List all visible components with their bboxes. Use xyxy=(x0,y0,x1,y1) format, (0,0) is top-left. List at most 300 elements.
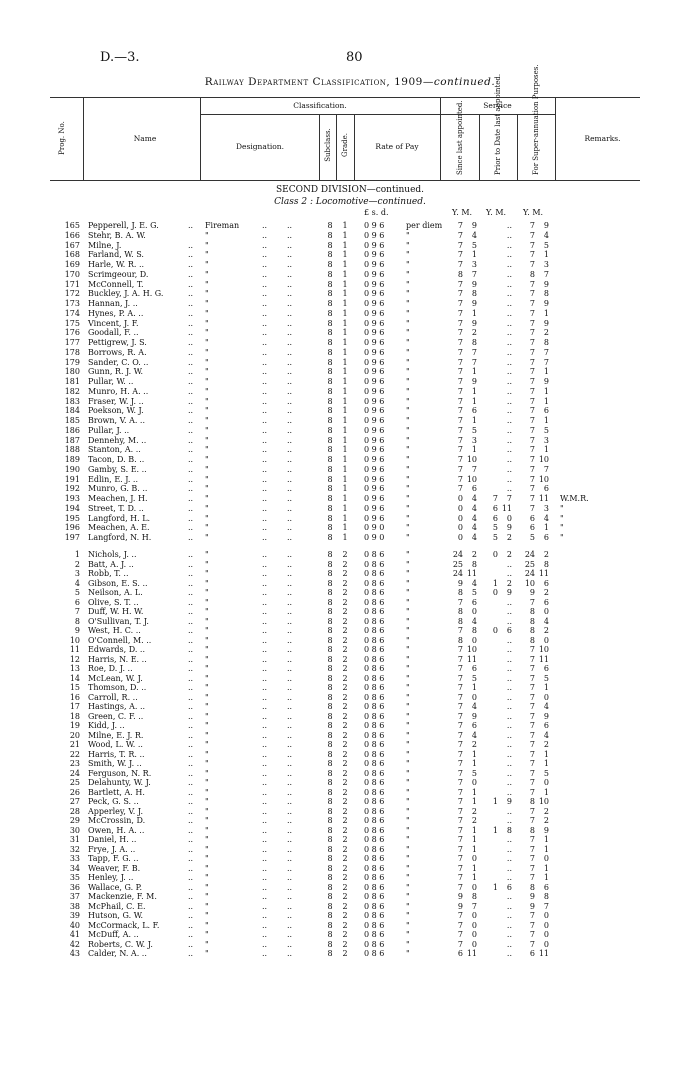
super-months: 11 xyxy=(538,569,549,578)
pay-unit: " xyxy=(406,588,410,597)
grade: 2 xyxy=(342,673,348,683)
subclass: 8 xyxy=(327,778,333,787)
rule-top xyxy=(50,97,640,98)
leader: .. xyxy=(262,550,268,559)
since-months: 4 xyxy=(471,578,477,588)
designation: " xyxy=(205,230,209,240)
since-years: 7 xyxy=(457,882,463,892)
leader: .. xyxy=(287,654,293,664)
since-years: 7 xyxy=(457,664,463,673)
super-months: 5 xyxy=(543,673,549,683)
grade: 2 xyxy=(342,939,348,949)
pay-unit: " xyxy=(406,844,410,854)
prog-no: 36 xyxy=(69,882,80,892)
division-heading: SECOND DIVISION—continued. xyxy=(275,185,425,195)
staff-name: Thomson, D. .. xyxy=(88,683,147,692)
rate-of-pay: 0 8 6 xyxy=(364,749,385,759)
super-years: 7 xyxy=(529,347,535,357)
divider xyxy=(319,114,320,180)
prog-no: 169 xyxy=(64,260,80,269)
prog-no: 8 xyxy=(74,616,80,626)
subclass: 8 xyxy=(327,768,333,778)
rate-of-pay: 0 8 6 xyxy=(364,740,385,749)
subclass: 8 xyxy=(327,338,333,347)
pay-unit: " xyxy=(406,759,410,768)
prior-months: 2 xyxy=(506,578,512,588)
table-row xyxy=(0,445,700,455)
grade: 1 xyxy=(342,308,348,318)
since-months: 0 xyxy=(471,930,477,939)
table-row xyxy=(0,864,700,874)
prior-months: .. xyxy=(506,289,512,299)
pay-unit: " xyxy=(406,740,410,749)
since-years: 7 xyxy=(457,806,463,816)
pay-unit: " xyxy=(406,578,410,588)
leader: .. xyxy=(188,768,194,778)
leader: .. xyxy=(188,367,194,377)
rate-of-pay: 0 9 6 xyxy=(364,406,385,416)
table-row xyxy=(0,494,700,504)
rate-of-pay: 0 8 6 xyxy=(364,626,385,635)
leader: .. xyxy=(188,911,194,920)
staff-name: Smith, W. J. .. xyxy=(88,759,142,768)
staff-name: Langford, N. H. xyxy=(88,533,152,542)
leader: .. xyxy=(287,230,293,240)
staff-name: Hannan, J. .. xyxy=(88,299,138,308)
staff-name: McCrossin, D. xyxy=(88,816,146,825)
table-row xyxy=(0,930,700,940)
leader: .. xyxy=(262,230,268,240)
grade: 2 xyxy=(342,740,348,749)
staff-name: Tapp, F. G. .. xyxy=(88,854,139,863)
super-years: 7 xyxy=(529,863,535,873)
staff-name: Ferguson, N. R. xyxy=(88,768,152,778)
since-months: 1 xyxy=(471,749,477,759)
leader: .. xyxy=(262,494,268,503)
super-months: 9 xyxy=(543,221,549,230)
designation: " xyxy=(205,702,209,711)
leader: .. xyxy=(287,396,293,406)
grade: 2 xyxy=(342,569,348,578)
rate-of-pay: 0 9 6 xyxy=(364,289,385,299)
grade: 2 xyxy=(342,949,348,958)
designation: " xyxy=(205,901,209,911)
rate-of-pay: 0 8 6 xyxy=(364,930,385,939)
since-years: 7 xyxy=(457,759,463,768)
leader: .. xyxy=(287,435,293,445)
staff-name: Green, C. F. .. xyxy=(88,711,144,721)
rate-of-pay: 0 8 6 xyxy=(364,683,385,692)
grade: 2 xyxy=(342,778,348,787)
super-months: 6 xyxy=(543,664,549,673)
subclass: 8 xyxy=(327,425,333,435)
leader: .. xyxy=(262,873,268,882)
designation: " xyxy=(205,740,209,749)
staff-name: Pettigrew, J. S. xyxy=(88,338,147,347)
staff-name: Stehr, B. A. W. xyxy=(88,230,146,240)
since-months: 1 xyxy=(471,683,477,692)
designation: " xyxy=(205,797,209,806)
since-years: 8 xyxy=(457,269,463,279)
designation: " xyxy=(205,240,209,250)
leader: .. xyxy=(262,396,268,406)
leader: .. xyxy=(287,464,293,474)
remark: " xyxy=(560,523,564,533)
col-name: Name xyxy=(133,134,157,143)
since-years: 7 xyxy=(457,626,463,635)
prior-months: .. xyxy=(506,702,512,711)
leader: .. xyxy=(188,759,194,768)
super-months: 1 xyxy=(543,445,549,455)
super-months: 5 xyxy=(543,425,549,435)
rate-of-pay: 0 8 6 xyxy=(364,588,385,597)
table-row xyxy=(0,674,700,684)
staff-name: Robb, T. .. xyxy=(88,569,129,578)
since-months: 1 xyxy=(471,445,477,455)
staff-name: Weaver, F. B. xyxy=(88,863,141,873)
leader: .. xyxy=(287,949,293,958)
pay-unit: " xyxy=(406,873,410,882)
super-months: 4 xyxy=(543,230,549,240)
subclass: 8 xyxy=(327,367,333,377)
prog-no: 26 xyxy=(69,787,80,797)
designation: " xyxy=(205,396,209,406)
leader: .. xyxy=(287,673,293,683)
rate-of-pay: 0 9 6 xyxy=(364,474,385,484)
super-years: 7 xyxy=(529,455,535,464)
since-years: 7 xyxy=(457,396,463,406)
staff-name: Peck, G. S. .. xyxy=(88,797,139,806)
table-row xyxy=(0,693,700,703)
leader: .. xyxy=(188,930,194,939)
subclass: 8 xyxy=(327,825,333,835)
prior-months: .. xyxy=(506,759,512,768)
super-months: 6 xyxy=(543,484,549,494)
super-months: 1 xyxy=(543,759,549,768)
prior-months: .. xyxy=(506,464,512,474)
rule-classification xyxy=(200,114,440,115)
prog-no: 9 xyxy=(74,626,80,635)
leader: .. xyxy=(188,626,194,635)
leader: .. xyxy=(188,569,194,578)
designation: " xyxy=(205,367,209,377)
prior-months: .. xyxy=(506,279,512,289)
rate-of-pay: 0 8 6 xyxy=(364,559,385,569)
super-years: 6 xyxy=(529,523,535,533)
prior-months: .. xyxy=(506,844,512,854)
since-years: 24 xyxy=(452,550,463,559)
table-row xyxy=(0,338,700,348)
since-years: 8 xyxy=(457,635,463,645)
leader: .. xyxy=(188,882,194,892)
super-years: 8 xyxy=(529,825,535,835)
grade: 2 xyxy=(342,806,348,816)
since-months: 0 xyxy=(471,911,477,920)
col-rate-of-pay: Rate of Pay xyxy=(375,142,419,151)
since-years: 7 xyxy=(457,425,463,435)
designation: " xyxy=(205,711,209,721)
leader: .. xyxy=(188,416,194,425)
super-months: 6 xyxy=(543,406,549,416)
table-row xyxy=(0,455,700,465)
super-years: 7 xyxy=(529,835,535,844)
class-label: Class 2 : Locomotive—continued. xyxy=(274,197,426,207)
divider xyxy=(517,114,518,180)
staff-name: Edlin, E. J. .. xyxy=(88,474,138,484)
super-years: 7 xyxy=(529,464,535,474)
col-classification: Classification. xyxy=(293,101,347,110)
pay-unit: " xyxy=(406,435,410,445)
prior-months: 11 xyxy=(501,503,512,513)
table-row xyxy=(0,579,700,589)
prior-months: 2 xyxy=(506,550,512,559)
super-months: 1 xyxy=(543,250,549,260)
prog-no: 30 xyxy=(69,825,80,835)
leader: .. xyxy=(188,654,194,664)
since-months: 1 xyxy=(471,308,477,318)
leader: .. xyxy=(287,844,293,854)
prog-no: 175 xyxy=(64,318,80,328)
super-months: 1 xyxy=(543,683,549,692)
prior-months: .. xyxy=(506,749,512,759)
since-years: 7 xyxy=(457,721,463,730)
staff-name: Roberts, C. W. J. xyxy=(88,939,153,949)
super-years: 7 xyxy=(529,939,535,949)
document-reference: D.—3. xyxy=(100,50,140,65)
rate-of-pay: 0 9 6 xyxy=(364,386,385,396)
prior-months: .. xyxy=(506,250,512,260)
prior-months: .. xyxy=(506,787,512,797)
leader: .. xyxy=(262,569,268,578)
since-months: 0 xyxy=(471,854,477,863)
super-years: 7 xyxy=(529,645,535,654)
rate-of-pay: 0 8 6 xyxy=(364,721,385,730)
since-months: 2 xyxy=(471,550,477,559)
super-years: 7 xyxy=(529,711,535,721)
grade: 2 xyxy=(342,635,348,645)
leader: .. xyxy=(287,347,293,357)
remark: " xyxy=(560,503,564,513)
rate-of-pay: 0 9 6 xyxy=(364,464,385,474)
leader: .. xyxy=(188,920,194,930)
since-years: 7 xyxy=(457,930,463,939)
designation: " xyxy=(205,825,209,835)
leader: .. xyxy=(262,825,268,835)
grade: 2 xyxy=(342,863,348,873)
prog-no: 165 xyxy=(64,221,80,230)
since-months: 3 xyxy=(471,260,477,269)
designation: " xyxy=(205,939,209,949)
prog-no: 11 xyxy=(69,645,80,654)
super-years: 7 xyxy=(529,759,535,768)
since-years: 7 xyxy=(457,435,463,445)
rate-of-pay: 0 8 6 xyxy=(364,616,385,626)
table-row xyxy=(0,270,700,280)
since-years: 8 xyxy=(457,607,463,616)
pay-unit: " xyxy=(406,930,410,939)
pay-unit: " xyxy=(406,854,410,863)
prog-no: 166 xyxy=(64,230,80,240)
super-months: 4 xyxy=(543,513,549,523)
super-years: 8 xyxy=(529,797,535,806)
table-row xyxy=(0,523,700,533)
subclass: 8 xyxy=(327,730,333,740)
super-months: 0 xyxy=(543,939,549,949)
since-months: 1 xyxy=(471,873,477,882)
subclass: 8 xyxy=(327,260,333,269)
table-row xyxy=(0,550,700,560)
designation: " xyxy=(205,318,209,328)
leader: .. xyxy=(287,318,293,328)
rate-of-pay: 0 9 6 xyxy=(364,425,385,435)
designation: " xyxy=(205,250,209,260)
designation: Fireman xyxy=(205,221,240,230)
since-years: 7 xyxy=(457,406,463,416)
designation: " xyxy=(205,692,209,702)
leader: .. xyxy=(287,588,293,597)
super-years: 7 xyxy=(529,768,535,778)
since-months: 8 xyxy=(471,338,477,347)
since-months: 4 xyxy=(471,513,477,523)
pay-unit: " xyxy=(406,347,410,357)
staff-name: Hutson, G. W. xyxy=(88,911,144,920)
super-months: 1 xyxy=(543,749,549,759)
since-months: 6 xyxy=(471,484,477,494)
super-years: 7 xyxy=(529,406,535,416)
prior-months: .. xyxy=(506,318,512,328)
grade: 1 xyxy=(342,445,348,455)
pay-unit: " xyxy=(406,702,410,711)
super-years: 7 xyxy=(529,260,535,269)
prior-years: 5 xyxy=(492,523,498,533)
prog-no: 191 xyxy=(64,474,80,484)
since-months: 4 xyxy=(471,730,477,740)
since-years: 7 xyxy=(457,308,463,318)
since-years: 7 xyxy=(457,416,463,425)
pay-unit: " xyxy=(406,749,410,759)
super-months: 6 xyxy=(543,533,549,542)
prior-months: 9 xyxy=(506,588,512,597)
leader: .. xyxy=(188,635,194,645)
staff-name: Calder, N. A. .. xyxy=(88,949,147,958)
pay-unit: " xyxy=(406,664,410,673)
staff-name: Milne, J. xyxy=(88,240,122,250)
leader: .. xyxy=(262,299,268,308)
rate-of-pay: 0 8 6 xyxy=(364,550,385,559)
prog-no: 17 xyxy=(69,702,80,711)
prior-months: .. xyxy=(506,920,512,930)
rate-of-pay: 0 9 6 xyxy=(364,494,385,503)
prior-months: .. xyxy=(506,683,512,692)
rate-of-pay: 0 8 6 xyxy=(364,939,385,949)
prog-no: 18 xyxy=(69,711,80,721)
subclass: 8 xyxy=(327,318,333,328)
leader: .. xyxy=(262,645,268,654)
super-months: 11 xyxy=(538,654,549,664)
rate-of-pay: 0 8 6 xyxy=(364,920,385,930)
divider xyxy=(354,114,355,180)
grade: 1 xyxy=(342,289,348,299)
pay-unit: " xyxy=(406,949,410,958)
leader: .. xyxy=(287,730,293,740)
prior-months: .. xyxy=(506,221,512,230)
staff-name: Wallace, G. P. xyxy=(88,882,142,892)
prog-no: 28 xyxy=(69,806,80,816)
table-row xyxy=(0,231,700,241)
table-row xyxy=(0,221,700,231)
leader: .. xyxy=(262,484,268,494)
prog-no: 173 xyxy=(64,299,80,308)
staff-name: Wood, L. W. .. xyxy=(88,740,143,749)
subclass: 8 xyxy=(327,816,333,825)
prog-no: 170 xyxy=(64,269,80,279)
remark: W.M.R. xyxy=(560,494,589,503)
leader: .. xyxy=(287,749,293,759)
since-months: 1 xyxy=(471,797,477,806)
rate-of-pay: 0 8 6 xyxy=(364,578,385,588)
prog-no: 3 xyxy=(74,569,80,578)
super-years: 7 xyxy=(529,740,535,749)
staff-name: Duff, W. H. W. xyxy=(88,607,144,616)
leader: .. xyxy=(188,425,194,435)
leader: .. xyxy=(188,816,194,825)
rate-of-pay: 0 9 6 xyxy=(364,269,385,279)
rate-of-pay: 0 8 6 xyxy=(364,949,385,958)
pay-unit: " xyxy=(406,626,410,635)
grade: 2 xyxy=(342,759,348,768)
rate-of-pay: 0 9 0 xyxy=(364,523,385,533)
grade: 2 xyxy=(342,901,348,911)
designation: " xyxy=(205,279,209,289)
leader: .. xyxy=(287,825,293,835)
super-months: 8 xyxy=(543,289,549,299)
grade: 1 xyxy=(342,386,348,396)
designation: " xyxy=(205,730,209,740)
since-years: 0 xyxy=(457,494,463,503)
prog-no: 5 xyxy=(74,588,80,597)
leader: .. xyxy=(262,406,268,416)
grade: 1 xyxy=(342,503,348,513)
leader: .. xyxy=(188,806,194,816)
prior-months: .. xyxy=(506,673,512,683)
super-months: 7 xyxy=(543,464,549,474)
subclass: 8 xyxy=(327,797,333,806)
prior-years: 0 xyxy=(492,626,498,635)
leader: .. xyxy=(262,474,268,484)
designation: " xyxy=(205,759,209,768)
prog-no: 176 xyxy=(64,328,80,338)
grade: 1 xyxy=(342,435,348,445)
pay-unit: " xyxy=(406,377,410,386)
since-months: 2 xyxy=(471,816,477,825)
designation: " xyxy=(205,673,209,683)
staff-name: Gamby, S. E. .. xyxy=(88,464,147,474)
prog-no: 38 xyxy=(69,901,80,911)
staff-name: McDuff, A. .. xyxy=(88,930,139,939)
leader: .. xyxy=(287,328,293,338)
since-months: 1 xyxy=(471,396,477,406)
pay-unit: " xyxy=(406,455,410,464)
super-months: 10 xyxy=(538,645,549,654)
subclass: 8 xyxy=(327,844,333,854)
prog-no: 27 xyxy=(69,797,80,806)
pay-unit: " xyxy=(406,484,410,494)
staff-name: Scrimgeour, D. xyxy=(88,269,149,279)
since-months: 4 xyxy=(471,494,477,503)
table-row xyxy=(0,769,700,779)
since-years: 7 xyxy=(457,768,463,778)
prog-no: 186 xyxy=(64,425,80,435)
